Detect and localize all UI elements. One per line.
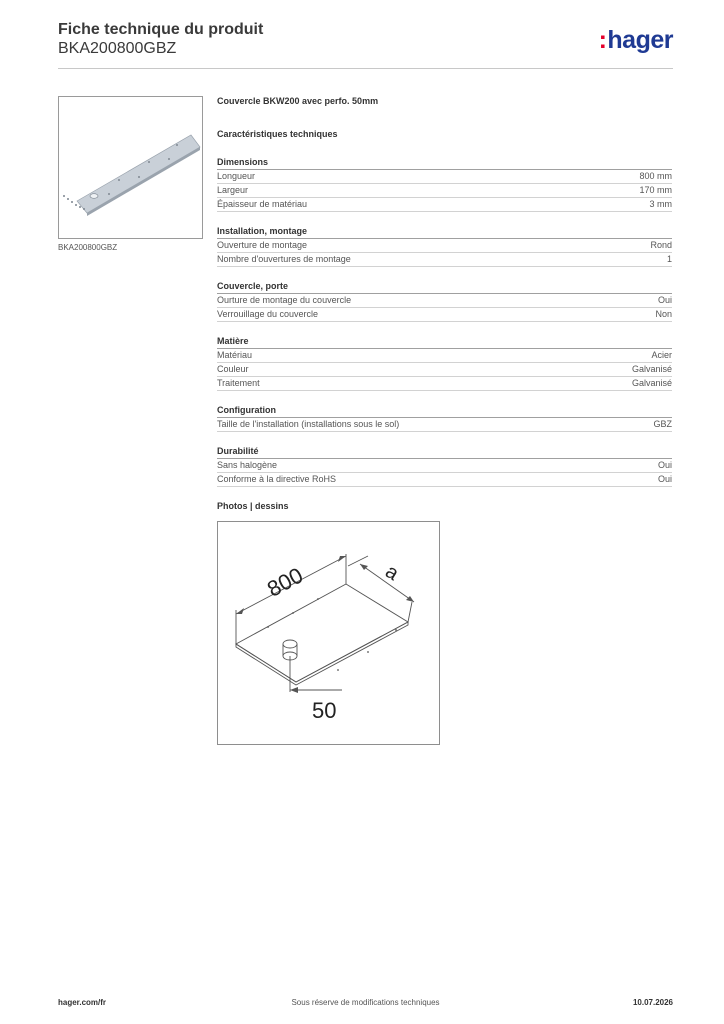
drawing-plate-edge	[236, 622, 408, 685]
screw-hole	[337, 669, 339, 671]
screw-hole	[168, 158, 170, 160]
logo-colon: :	[598, 26, 607, 54]
spec-group	[217, 445, 672, 487]
spec-row	[217, 363, 672, 377]
spec-label: Taille de l'installation (installations sous le sol)	[217, 419, 400, 429]
spec-label: Épaisseur de matériau	[217, 199, 308, 209]
spec-groups	[217, 156, 672, 487]
spec-label: Sans halogène	[217, 460, 278, 470]
spec-group-title: Installation, montage	[217, 225, 672, 239]
spec-label: Largeur	[217, 185, 249, 195]
dimension-drawing	[217, 521, 440, 745]
spec-group	[217, 225, 672, 267]
product-reference: BKA200800GBZ	[58, 40, 177, 57]
product-title: Couvercle BKW200 avec perfo. 50mm	[217, 96, 379, 106]
spec-group	[217, 404, 672, 432]
spec-group	[217, 280, 672, 322]
spec-row	[217, 418, 672, 432]
photos-heading: Photos | dessins	[217, 501, 289, 511]
arrow-head	[290, 687, 298, 693]
screw-hole	[395, 629, 397, 631]
spec-label: Couleur	[217, 364, 249, 374]
spec-group-title: Matière	[217, 335, 672, 349]
spec-group-title: Configuration	[217, 404, 672, 418]
spec-value: 800 mm	[639, 171, 672, 181]
spec-row	[217, 239, 672, 253]
screw-hole	[108, 193, 110, 195]
screw-hole	[292, 612, 294, 614]
footer-date: 10.07.2026	[632, 998, 673, 1007]
screw-hole	[118, 179, 120, 181]
spec-value: Acier	[651, 350, 672, 360]
page-title: Fiche technique du produit	[58, 21, 264, 38]
spec-group-title: Durabilité	[217, 445, 672, 459]
screw-hole	[148, 161, 150, 163]
dimension-label-length: 800	[262, 562, 308, 602]
hager-logo	[599, 26, 673, 54]
spec-row	[217, 170, 672, 184]
footer-notice: Sous réserve de modifications techniques	[291, 998, 440, 1007]
spec-value: Oui	[657, 295, 672, 305]
mounting-hole	[90, 194, 98, 199]
screw-hole	[317, 598, 319, 600]
dimension-drawing-svg	[218, 522, 439, 744]
screw-hole	[267, 626, 269, 628]
spec-group	[217, 335, 672, 391]
specs-heading: Caractéristiques techniques	[217, 129, 338, 139]
product-details	[217, 95, 672, 512]
drawing-plate-outline	[236, 584, 408, 682]
spec-value: Galvanisé	[631, 378, 672, 388]
plate-edge	[87, 147, 200, 216]
spec-row	[217, 308, 672, 322]
spec-row	[217, 253, 672, 267]
extension-line	[348, 556, 368, 566]
spec-label: Ourture de montage du couvercle	[217, 295, 352, 305]
spec-row	[217, 459, 672, 473]
spec-value: Galvanisé	[631, 364, 672, 374]
extension-line	[408, 602, 412, 622]
plate-surface	[77, 135, 200, 213]
footer-site-link[interactable]: hager.com/fr	[58, 998, 107, 1007]
spec-value: Oui	[657, 460, 672, 470]
screw-hole	[367, 651, 369, 653]
spec-value: 3 mm	[649, 199, 672, 209]
spec-label: Matériau	[217, 350, 253, 360]
spec-label: Longueur	[217, 171, 256, 181]
dimension-label-width: a	[381, 560, 403, 585]
drawing-hole-top	[283, 640, 297, 648]
spec-value: Non	[655, 309, 672, 319]
spec-value: 1	[666, 254, 672, 264]
spec-label: Nombre d'ouvertures de montage	[217, 254, 351, 264]
spec-group-title: Dimensions	[217, 156, 672, 170]
dimension-label-hole: 50	[312, 698, 337, 723]
spec-label: Verrouillage du couvercle	[217, 309, 319, 319]
spec-row	[217, 377, 672, 391]
spec-value: 170 mm	[639, 185, 672, 195]
screw-hole	[176, 144, 178, 146]
product-plate-illustration	[59, 97, 202, 238]
logo-text: hager	[607, 26, 673, 54]
spec-label: Conforme à la directive RoHS	[217, 474, 337, 484]
spec-row	[217, 349, 672, 363]
spec-row	[217, 473, 672, 487]
spec-group-title: Couvercle, porte	[217, 280, 672, 294]
image-caption: BKA200800GBZ	[58, 243, 118, 252]
spec-label: Ouverture de montage	[217, 240, 308, 250]
spec-value: GBZ	[653, 419, 672, 429]
spec-value: Oui	[657, 474, 672, 484]
page-header	[58, 20, 673, 69]
spec-group	[217, 156, 672, 212]
spec-value: Rond	[650, 240, 672, 250]
spec-row	[217, 184, 672, 198]
spec-row	[217, 198, 672, 212]
spec-label: Traitement	[217, 378, 260, 388]
product-image	[58, 96, 203, 239]
spec-row	[217, 294, 672, 308]
screw-hole	[138, 176, 140, 178]
